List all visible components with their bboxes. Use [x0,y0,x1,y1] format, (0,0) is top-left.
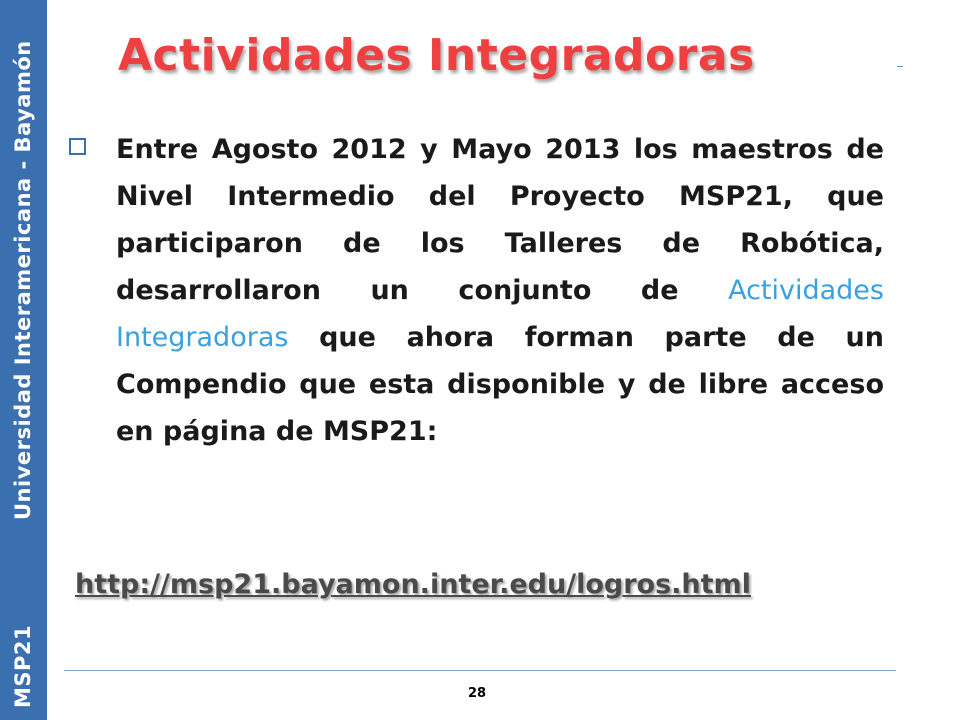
title-decoration [897,66,903,67]
slide-title: Actividades Integradoras [118,30,755,81]
body-text-part1: Entre Agosto 2012 y Mayo 2013 los maestros de Nivel Intermedio del Proyecto MSP21, que participaron de los Talleres de Robótica, desarrollaron un conjunto de [116,134,884,306]
sidebar-brand: MSP21 [11,624,35,708]
bullet-square-icon [69,138,86,155]
body-text-part2: que ahora forman parte de un Compendio que esta disponible y de libre acceso en página de MSP21: [116,322,884,447]
page-number: 28 [467,686,487,701]
body-paragraph [116,126,884,455]
footer-divider [64,670,896,671]
body-highlight: Actividades Integradoras [116,275,884,353]
compendium-link[interactable]: http://msp21.bayamon.inter.edu/logros.html [75,569,751,600]
sidebar-org: Universidad Interamericana - Bayamón [11,40,35,520]
sidebar-text [0,0,47,720]
sidebar [0,0,47,720]
